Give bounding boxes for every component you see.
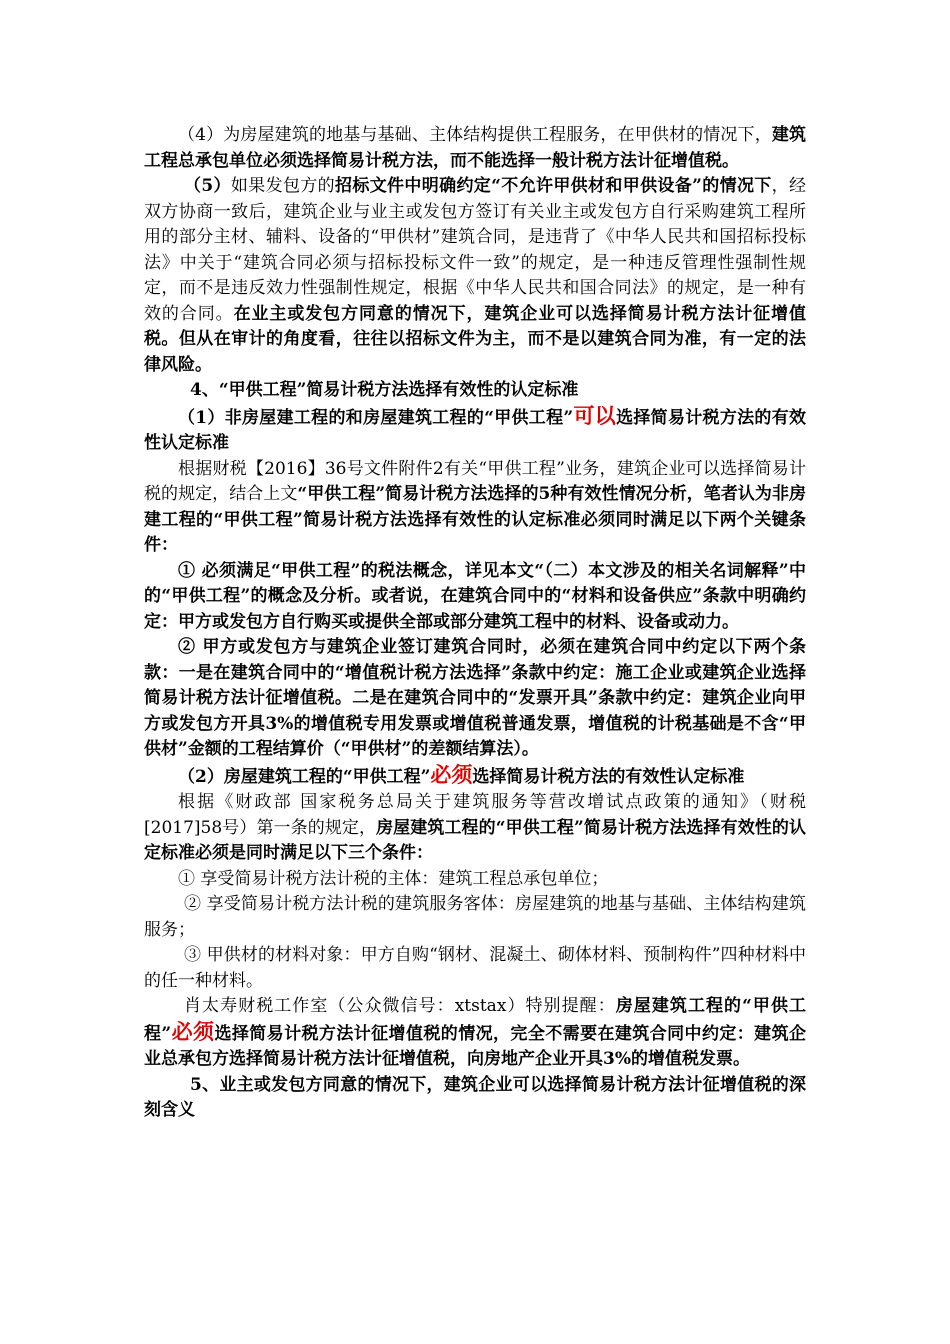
criterion-1: ① 享受简易计税方法计税的主体：建筑工程总承包单位； xyxy=(178,868,609,889)
emphasis-can: 可以 xyxy=(573,403,617,428)
subheading-4-1: （1）非房屋建工程的和房屋建筑工程的“甲供工程”可以选择简易计税方法的有效性认定标准 xyxy=(144,403,807,453)
paragraph-basis-36: 根据财税【2016】36号文件附件2有关“甲供工程”业务，建筑企业可以选择简易计税的规定，结合上文“甲供工程”简易计税方法选择的5种有效性情况分析，笔者认为非房建工程的“甲供工程”简易计税方法选择有效性的认定标准必须同时满足以下两个关键条件： xyxy=(144,458,806,555)
emphasis-must-2: 必须 xyxy=(171,1019,215,1044)
emphasis-must: 必须 xyxy=(430,762,473,787)
condition-2: ② 甲方或发包方与建筑企业签订建筑合同时，必须在建筑合同中约定以下两个条款：一是在建筑合同中的“增值税计税方法选择”条款中约定：施工企业或建筑企业选择简易计税方法计征增值税。二是在建筑合同中的“发票开具”条款中约定：建筑企业向甲方或发包方开具3%的增值税专用发票或增值税普通发票，增值税的计税基础是不含“甲供材”金额的工程结算价（“甲供材”的差额结算法）。 xyxy=(144,637,806,759)
paragraph-5: （5）如果发包方的招标文件中明确约定“不允许甲供材和甲供设备”的情况下，经双方协商一致后，建筑企业与业主或发包方签订有关业主或发包方自行采购建筑工程所用的部分主材、辅料、设备的“甲供材”建筑合同，是违背了《中华人民共和国招标投标法》中关于“建筑合同必须与招标投标文件一致”的规定，是一种违反管理性强制性规定，而不是违反效力性强制性规定，根据《中华人民共和国合同法》的规定，是一种有效的合同。在业主或发包方同意的情况下，建筑企业可以选择简易计税方法计征增值税。但从在审计的角度看，往往以招标文件为主，而不是以建筑合同为准，有一定的法律风险。 xyxy=(144,176,807,375)
subheading-4-2: （2）房屋建筑工程的“甲供工程”必须选择简易计税方法的有效性认定标准 xyxy=(178,762,745,787)
condition-1: ① 必须满足“甲供工程”的税法概念，详见本文“（二）本文涉及的相关名词解释”中的“甲供工程”的概念及分析。或者说，在建筑合同中的“材料和设备供应”条款中明确约定：甲方或发包方自行购买或提供全部或部分建筑工程中的材料、设备或动力。 xyxy=(144,560,806,632)
section-heading-4: 4、“甲供工程”简易计税方法选择有效性的认定标准 xyxy=(190,380,579,400)
criterion-3: ③ 甲供材的材料对象：甲方自购“钢材、混凝土、砌体材料、预制构件”四种材料中的任一种材料。 xyxy=(144,945,806,991)
paragraph-4: （4）为房屋建筑的地基与基础、主体结构提供工程服务，在甲供材的情况下，建筑工程总承包单位必须选择简易计税方法，而不能选择一般计税方法计征增值税。 xyxy=(144,125,806,171)
special-reminder: 肖太寿财税工作室（公众微信号：xtstax）特别提醒：房屋建筑工程的“甲供工程”必须选择简易计税方法计征增值税的情况，完全不需要在建筑合同中约定：建筑企业总承包方选择简易计税方法计征增值税，向房地产企业开具3%的增值税发票。 xyxy=(144,996,807,1069)
paragraph-basis-58: 根据《财政部 国家税务总局关于建筑服务等营改增试点政策的通知》（财税[2017]58号）第一条的规定，房屋建筑工程的“甲供工程”简易计税方法选择有效性的认定标准必须是同时满足以下三个条件： xyxy=(144,792,806,863)
criterion-2: ② 享受简易计税方法计税的建筑服务客体：房屋建筑的地基与基础、主体结构建筑服务； xyxy=(144,894,806,940)
section-heading-5: 5、业主或发包方同意的情况下，建筑企业可以选择简易计税方法计征增值税的深刻含义 xyxy=(144,1074,806,1120)
